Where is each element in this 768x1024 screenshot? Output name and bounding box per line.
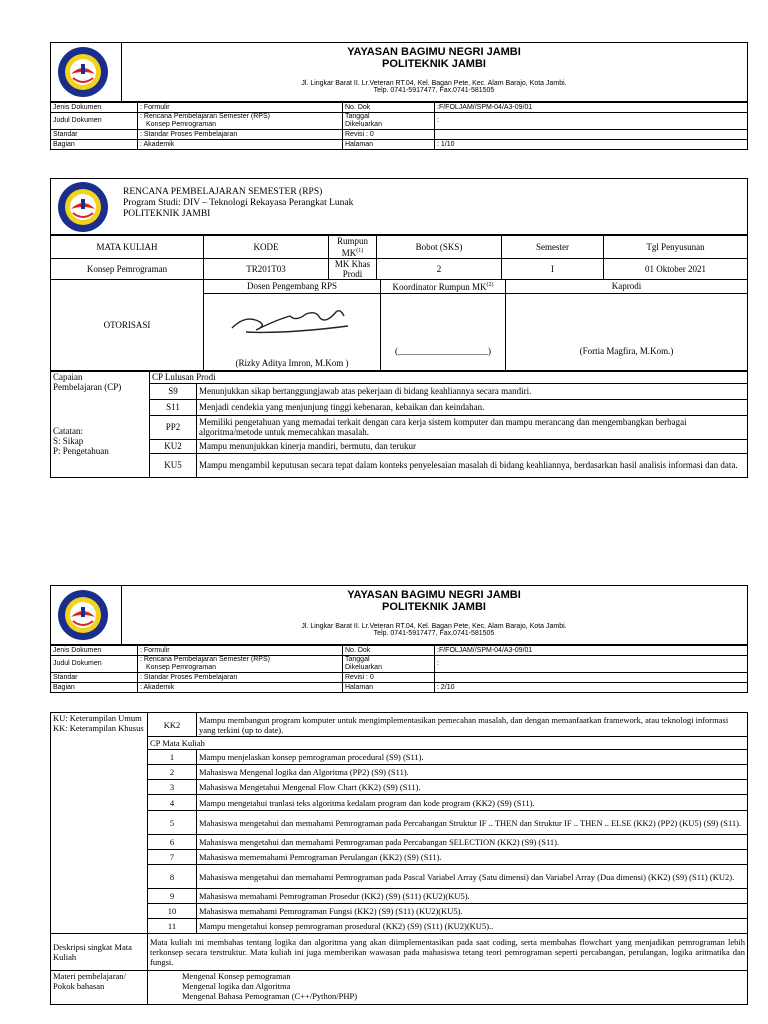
cpmk-text: Mampu mengetahui konsep pemrograman prosedural (KK2) (S9) (S11) (KU2)(KU5)..: [197, 919, 748, 934]
meta-label: Revisi : 0: [343, 130, 435, 140]
cp-code: S9: [150, 383, 197, 399]
course-code: TR201T03: [204, 259, 329, 280]
cpmk-text: Mahasiswa mengetahui dan memahami Pemrograman pada Percabangan Struktur IF .. THEN dan Struktur IF .. THEN .. ELSE (KK2) (PP2) (KU5) (S9) (S11).: [197, 811, 748, 835]
deskripsi-label: Deskripsi singkat Mata Kuliah: [51, 934, 148, 970]
phone: Telp. 0741-5917477, Fax.0741-581505: [373, 630, 495, 637]
rps-title: RENCANA PEMBELAJARAN SEMESTER (RPS): [123, 187, 323, 197]
cpmk-text: Mahasiswa Mengenal logika dan Algoritma (PP2) (S9) (S11).: [197, 765, 748, 780]
cp-text: Menjadi cendekia yang menjunjung tinggi kebenaran, kebaikan dan keindahan.: [197, 399, 748, 415]
dosen-signature-cell: [204, 293, 381, 370]
cpmk-no: 8: [148, 865, 197, 889]
meta-label: Standar: [51, 130, 138, 140]
koordinator-sup: (2): [486, 282, 494, 289]
meta-value: [138, 656, 343, 673]
meta-value: [138, 113, 343, 130]
meta-label: Jenis Dokumen: [51, 103, 138, 113]
dosen-label: Dosen Pengembang RPS: [204, 280, 381, 293]
meta-value: : Akademik: [138, 140, 343, 150]
kk-label: KK: Keterampilan Khusus: [53, 723, 144, 733]
cp-text: Menunjukkan sikap bertanggungjawab atas pekerjaan di bidang keahliannya secara mandiri.: [197, 383, 748, 399]
cp-code: PP2: [150, 415, 197, 439]
meta-value-line: : Rencana Pembelajaran Semester (RPS): [140, 656, 270, 663]
meta-value: : Formulir: [138, 103, 343, 113]
meta-label: Bagian: [51, 140, 138, 150]
col-rumpun-sup: (1): [356, 248, 364, 254]
cpmk-no: 1: [148, 750, 197, 765]
deskripsi-table: [50, 934, 748, 1005]
koordinator-name: (____________________): [381, 293, 506, 370]
document-header-page1: [50, 42, 748, 150]
cp-text: Mampu mengambil keputusan secara tepat dalam konteks penyelesaian masalah di bidang keahliannya, berdasarkan hasil analisis informasi dan data.: [197, 453, 748, 477]
cp-label-cell: [51, 371, 150, 477]
kk2-code: KK2: [148, 713, 197, 737]
col-tgl: Tgl Penyusunan: [604, 236, 748, 259]
rps-section: [50, 178, 748, 478]
cpmk-text: Mahasiswa mengetahui dan memahami Pemrograman pada Pascal Variabel Array (Satu dimensi) dan Variabel Array (Dua dimensi) (KK2) (S9) (S11) (KU2).: [197, 865, 748, 889]
course-semester: I: [502, 259, 604, 280]
cpmk-heading: CP Mata Kuliah: [148, 737, 748, 750]
rps-page2-section: [50, 712, 748, 1005]
foundation-name: YAYASAN BAGIMU NEGRI JAMBI: [347, 46, 521, 58]
course-table: [50, 235, 748, 280]
meta-value-line: Konsep Pemrograman: [146, 664, 217, 671]
cpmk-no: 5: [148, 811, 197, 835]
rps-program: Program Studi: DIV – Teknologi Rekayasa Perangkat Lunak: [123, 198, 354, 208]
meta-value: :F/FOLJAM//SPM-04/A3-09/01: [435, 646, 748, 656]
cpmk-no: 10: [148, 904, 197, 919]
meta-table: [50, 102, 748, 150]
col-mata-kuliah: MATA KULIAH: [51, 236, 204, 259]
meta-value: : Standar Proses Pembelajaran: [138, 673, 343, 683]
cpmk-no: 2: [148, 765, 197, 780]
institution-name: POLITEKNIK JAMBI: [382, 58, 486, 70]
cpmk-no: 11: [148, 919, 197, 934]
page-number: : 1/10: [435, 140, 748, 150]
deskripsi-text: Mata kuliah ini membahas tentang logika dan algoritma yang akan diimplementasikan pada saat coding, serta membahas flowchart yang menjadikan pemrograman lebih terkonsep secara terstruktur. Mata kuliah ini juga memberikan wawasan pada mahasiswa tetang teori pemrograman seperti percabangan, perulangan, logika aritmatika dan fungsi.: [148, 934, 748, 970]
otorisasi-label: OTORISASI: [51, 280, 204, 370]
col-kode: KODE: [204, 236, 329, 259]
catatan-label: Catatan:: [53, 425, 83, 436]
cp-prodi-heading: CP Lulusan Prodi: [150, 371, 748, 383]
materi-item: Mengenal Bahasa Pemograman (C++/Python/PHP): [182, 990, 358, 1001]
document-header-page2: [50, 585, 748, 693]
cpmk-table: [50, 712, 748, 934]
meta-label: Bagian: [51, 683, 138, 693]
address: Jl. Lingkar Barat II. Lr.Veteran RT.04, Kel. Bagan Pete, Kec. Alam Barajo, Kota Jambi.: [301, 623, 567, 630]
meta-label: Standar: [51, 673, 138, 683]
cpmk-text: Mahasiswa mengetahui dan memahami Pemrograman pada Percabangan SELECTION (KK2) (S9) (S11).: [197, 835, 748, 850]
cpmk-text: Mahasiswa memahami Pemrograman Prosedur (KK2) (S9) (S11) (KU2)(KU5).: [197, 889, 748, 904]
dosen-name: (Rizky Aditya Imron, M.Kom ): [235, 357, 349, 368]
meta-value: :: [435, 656, 748, 673]
cpmk-no: 9: [148, 889, 197, 904]
cp-code: KU5: [150, 453, 197, 477]
cp-code: KU2: [150, 439, 197, 453]
course-sks: 2: [377, 259, 502, 280]
meta-label: [343, 113, 435, 130]
cpmk-no: 7: [148, 850, 197, 865]
cpmk-no: 6: [148, 835, 197, 850]
col-rumpun: [329, 236, 377, 259]
meta-label-line: Tanggal: [345, 113, 370, 120]
otorisasi-table: [50, 280, 748, 371]
meta-label: Judul Dokumen: [51, 656, 138, 673]
meta-table: [50, 645, 748, 693]
materi-list: [148, 970, 748, 1004]
institution-name: POLITEKNIK JAMBI: [382, 601, 486, 613]
meta-value: [435, 130, 748, 140]
meta-label: Jenis Dokumen: [51, 646, 138, 656]
cp-table: [50, 371, 748, 478]
meta-label-line: Dikeluarkan: [345, 121, 382, 128]
materi-label: Materi pembelajaran/ Pokok bahasan: [51, 970, 148, 1004]
politeknik-logo: [57, 46, 109, 98]
col-rumpun-label: Rumpun MK: [336, 236, 368, 258]
course-date: 01 Oktober 2021: [604, 259, 748, 280]
koordinator-label: [381, 280, 506, 293]
koordinator-label-text: Koordinator Rumpun MK: [392, 282, 487, 293]
kaprodi-label: Kaprodi: [506, 280, 748, 293]
meta-label: No. Dok: [343, 646, 435, 656]
rps-title-block: [50, 178, 748, 235]
meta-value-line: Konsep Pemrograman: [146, 121, 217, 128]
meta-label: No. Dok: [343, 103, 435, 113]
cp-label: Capaian: [53, 371, 83, 382]
foundation-name: YAYASAN BAGIMU NEGRI JAMBI: [347, 589, 521, 601]
phone: Telp. 0741-5917477, Fax.0741-581505: [373, 87, 495, 94]
ku-label: KU: Keterampilan Umum: [53, 713, 142, 723]
address: Jl. Lingkar Barat II. Lr.Veteran RT.04, Kel. Bagan Pete, Kec. Alam Barajo, Kota Jambi.: [301, 80, 567, 87]
politeknik-logo: [57, 589, 109, 641]
meta-label: Judul Dokumen: [51, 113, 138, 130]
cpmk-no: 4: [148, 795, 197, 811]
cp-text: Memiliki pengetahuan yang memadai terkait dengan cara kerja sistem komputer dan mampu merancang dan mengembangkan berbagai algoritma/metode untuk memecahkan masalah.: [197, 415, 748, 439]
meta-label: Revisi : 0: [343, 673, 435, 683]
cpmk-text: Mampu mengetahui tranlasi teks algoritma kedalam program dan kode program (KK2) (S9) (S11).: [197, 795, 748, 811]
kk2-text: Mampu membangun program komputer untuk mengimplementasikan pemecahan masalah, dan dengan memanfaatkan framework, atau teknologi informasi yang terkini (up to date).: [197, 713, 748, 737]
meta-label-line: Tanggal: [345, 656, 370, 663]
cpmk-text: Mahasiswa mememahami Pemrograman Perulangan (KK2) (S9) (S11).: [197, 850, 748, 865]
materi-item: Mengenal logika dan Algoritma: [182, 980, 291, 991]
cp-code: S11: [150, 399, 197, 415]
meta-label: Halaman: [343, 140, 435, 150]
col-bobot: Bobot (SKS): [377, 236, 502, 259]
meta-value: :: [435, 113, 748, 130]
meta-label-line: Dikeluarkan: [345, 664, 382, 671]
cpmk-text: Mahasiswa memahami Pemrograman Fungsi (KK2) (S9) (S11) (KU2)(KU5).: [197, 904, 748, 919]
catatan-item: S: Sikap: [53, 435, 84, 446]
materi-item: Mengenal Konsep pemograman: [182, 970, 291, 981]
meta-label: Halaman: [343, 683, 435, 693]
col-semester: Semester: [502, 236, 604, 259]
cp-label: Pembelajaran (CP): [53, 381, 122, 392]
meta-label: [343, 656, 435, 673]
cpmk-text: Mahasiswa Mengetahui Mengenal Flow Chart (KK2) (S9) (S11).: [197, 780, 748, 795]
page-number: : 2/10: [435, 683, 748, 693]
course-rumpun: MK Khas Prodi: [329, 259, 377, 280]
rps-school: POLITEKNIK JAMBI: [123, 209, 211, 219]
meta-value: : Akademik: [138, 683, 343, 693]
ku-label-cell: [51, 713, 148, 934]
meta-value-line: : Rencana Pembelajaran Semester (RPS): [140, 113, 270, 120]
cp-text: Mampu menunjukkan kinerja mandiri, bermutu, dan terukur: [197, 439, 748, 453]
politeknik-logo: [57, 181, 109, 233]
kaprodi-name: (Fortia Magfira, M.Kom.): [506, 293, 748, 370]
cpmk-no: 3: [148, 780, 197, 795]
meta-value: : Formulir: [138, 646, 343, 656]
catatan-item: P: Pengetahuan: [53, 445, 109, 456]
meta-value: : Standar Proses Pembelajaran: [138, 130, 343, 140]
signature-image: [226, 302, 356, 338]
cpmk-text: Mampu menjelaskan konsep pemrograman procedural (S9) (S11).: [197, 750, 748, 765]
meta-value: [435, 673, 748, 683]
meta-value: :F/FOLJAM//SPM-04/A3-09/01: [435, 103, 748, 113]
course-name: Konsep Pemrograman: [51, 259, 204, 280]
